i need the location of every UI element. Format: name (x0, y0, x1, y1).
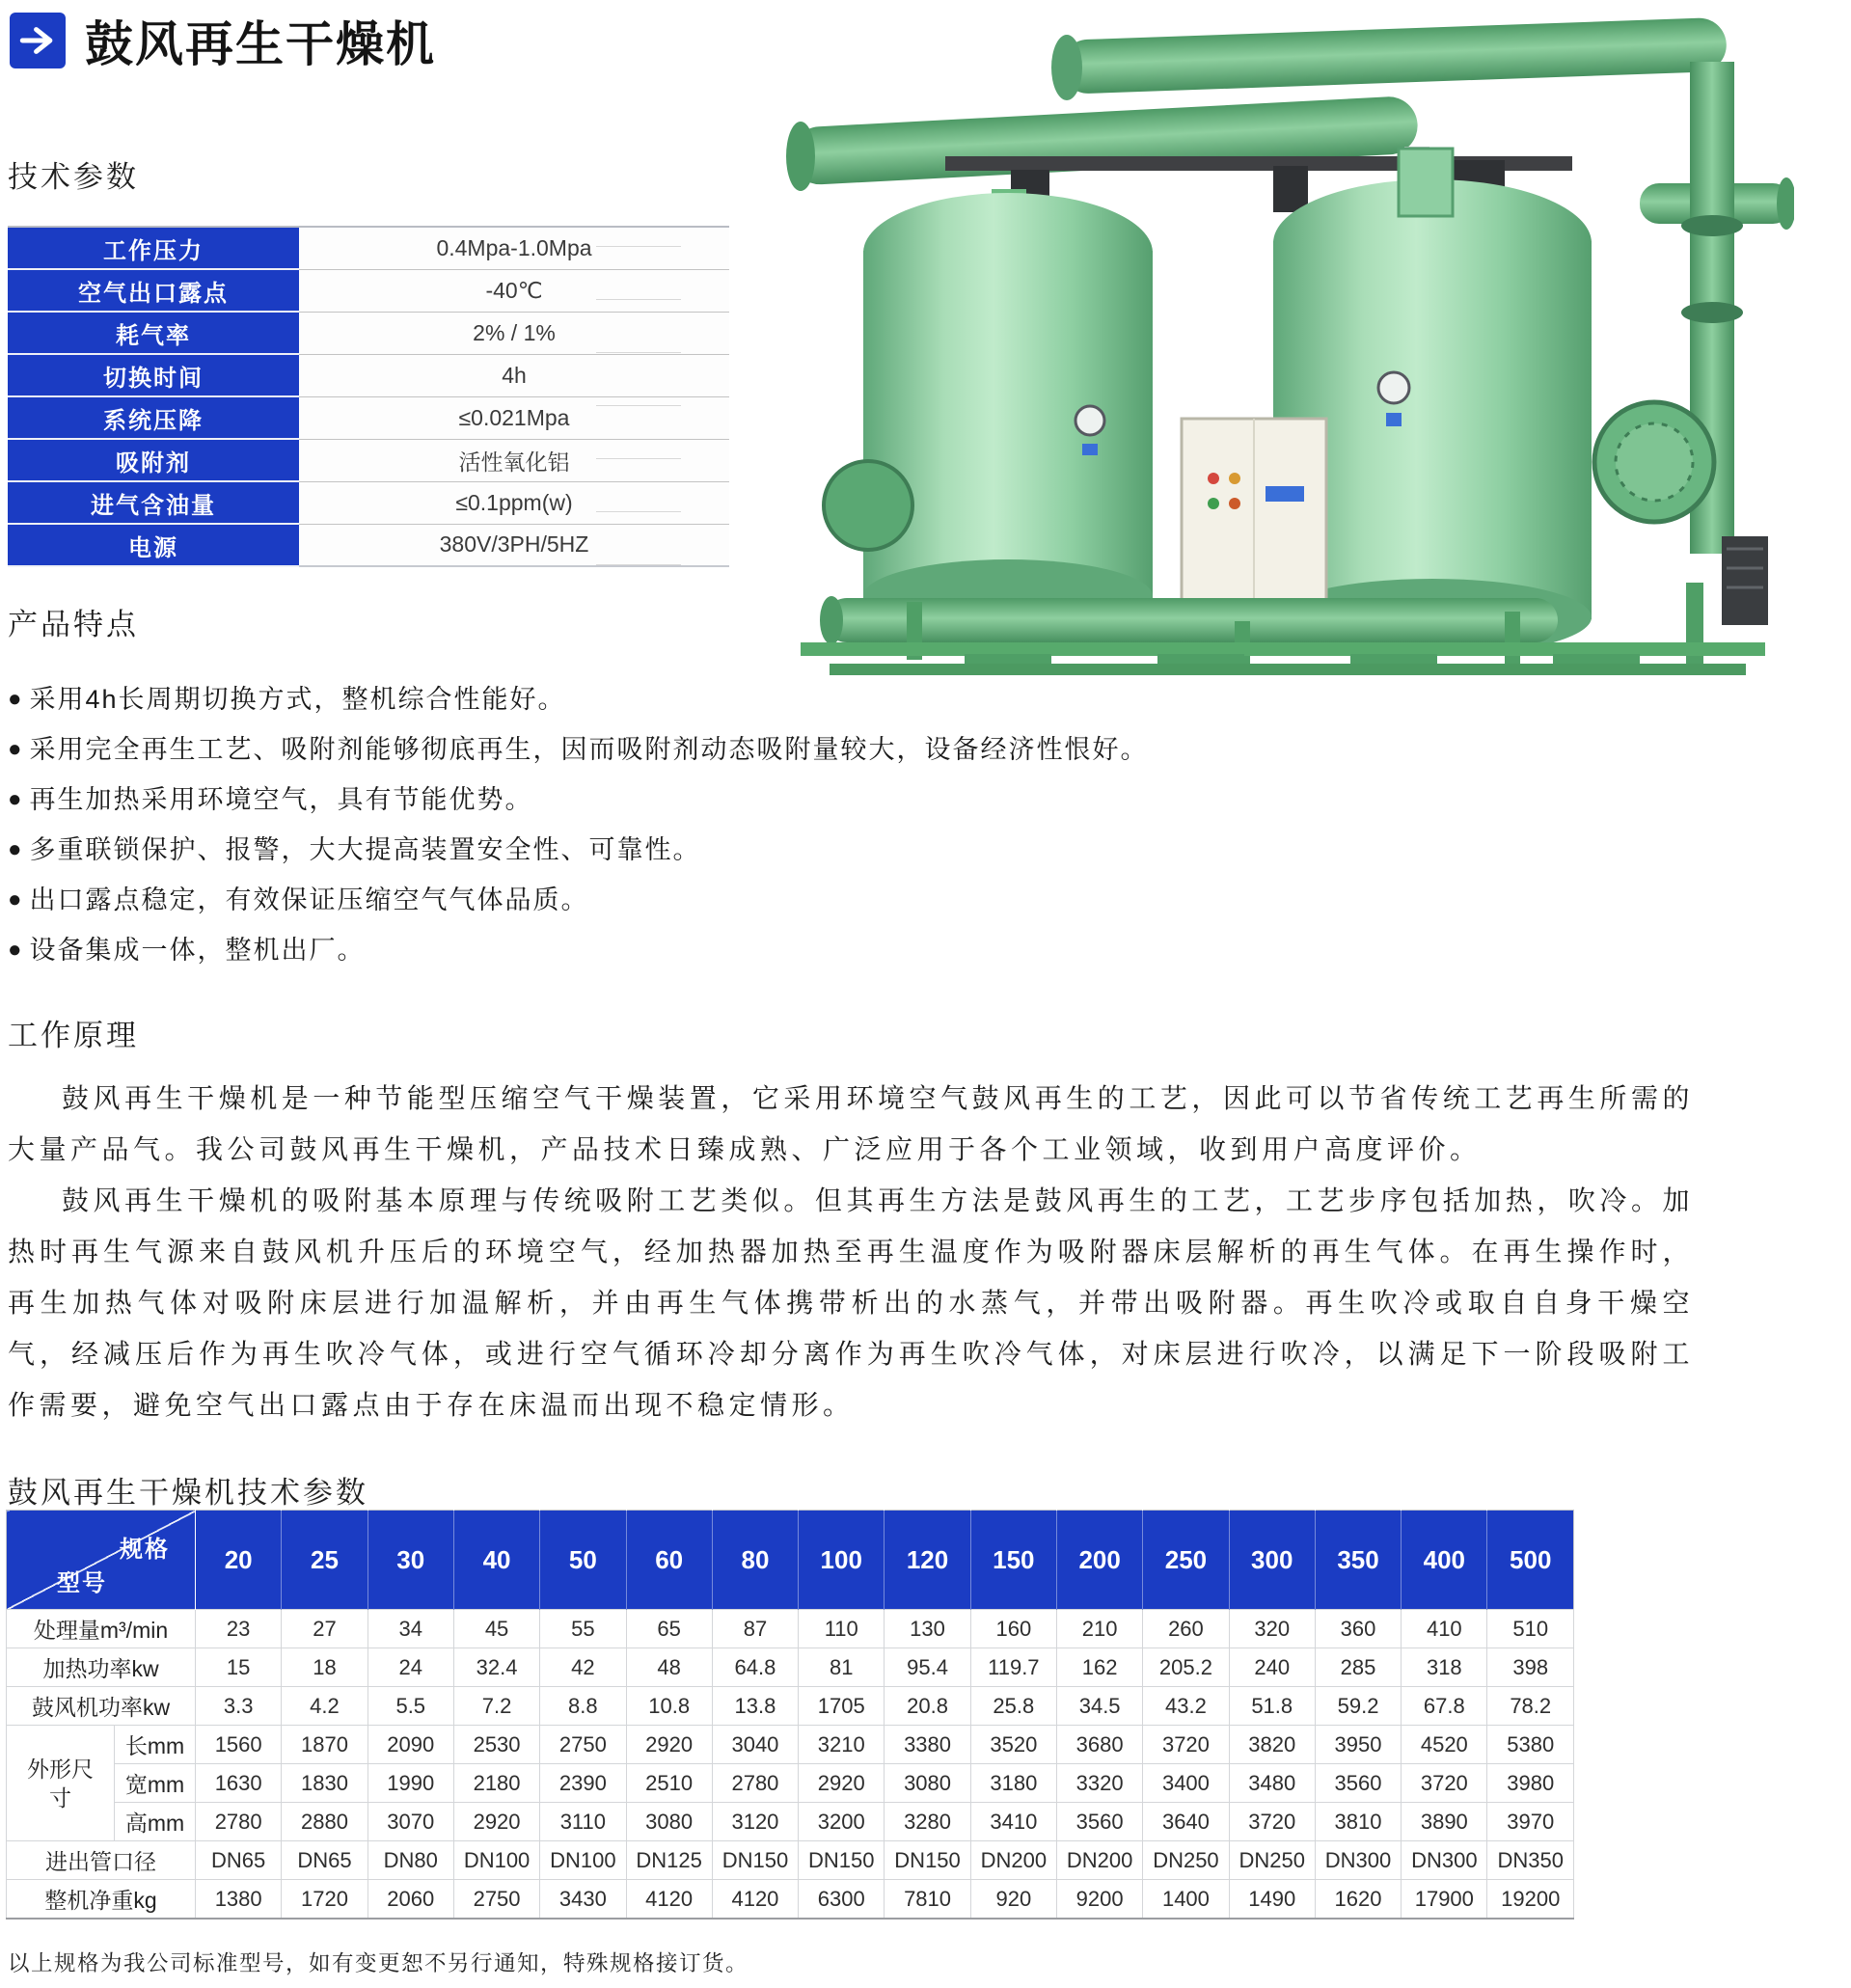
principle-paragraph: 鼓风再生干燥机是一种节能型压缩空气干燥装置，它采用环境空气鼓风再生的工艺，因此可以节省传统工艺再生所需的大量产品气。我公司鼓风再生干燥机，产品技术日臻成熟、广泛应用于各个工业领域，收到用户高度评价。 (8, 1083, 1694, 1164)
spec-cell: 318 (1402, 1648, 1487, 1687)
feature-item: ● 采用4h长周期切换方式，整机综合性能好。 (8, 675, 1647, 725)
spec-cell: 34 (367, 1610, 453, 1648)
tech-param-row (8, 227, 729, 269)
spec-col-header: 20 (196, 1511, 282, 1610)
spec-cell: 3380 (885, 1726, 970, 1764)
spec-cell: 3680 (1056, 1726, 1142, 1764)
spec-cell: DN100 (540, 1841, 626, 1880)
feature-item: ● 设备集成一体，整机出厂。 (8, 926, 1647, 976)
spec-cell: DN300 (1402, 1841, 1487, 1880)
spec-group-label: 外形尺寸 (7, 1726, 115, 1841)
spec-cell: 240 (1229, 1648, 1315, 1687)
page-header (10, 6, 436, 75)
tech-params-table (8, 226, 729, 567)
spec-corner-cell (7, 1511, 196, 1610)
spec-cell: DN300 (1315, 1841, 1401, 1880)
spec-cell: 5.5 (367, 1687, 453, 1726)
spec-cell: 67.8 (1402, 1687, 1487, 1726)
spec-cell: 1380 (196, 1880, 282, 1920)
spec-cell: 3720 (1229, 1803, 1315, 1841)
spec-cell: 3110 (540, 1803, 626, 1841)
feature-item: ● 再生加热采用环境空气，具有节能优势。 (8, 776, 1647, 826)
spec-col-header: 500 (1487, 1511, 1574, 1610)
spec-cell: 81 (799, 1648, 885, 1687)
spec-cell: 24 (367, 1648, 453, 1687)
spec-cell: 3820 (1229, 1726, 1315, 1764)
spec-cell: 10.8 (626, 1687, 712, 1726)
spec-cell: 43.2 (1143, 1687, 1229, 1726)
spec-col-header: 25 (282, 1511, 367, 1610)
tech-param-label: 吸附剂 (8, 439, 299, 481)
spec-cell: 360 (1315, 1610, 1401, 1648)
spec-cell: 162 (1056, 1648, 1142, 1687)
spec-cell: DN250 (1229, 1841, 1315, 1880)
spec-cell: 59.2 (1315, 1687, 1401, 1726)
spec-row (7, 1764, 1574, 1803)
spec-cell: DN150 (799, 1841, 885, 1880)
spec-cell: 3720 (1143, 1726, 1229, 1764)
arrow-right-icon (10, 13, 66, 68)
features-heading: 产品特点 (8, 608, 139, 641)
tech-param-value: ≤0.1ppm(w) (299, 481, 729, 524)
spec-cell: 3970 (1487, 1803, 1574, 1841)
spec-cell: 510 (1487, 1610, 1574, 1648)
spec-cell: 3200 (799, 1803, 885, 1841)
spec-cell: 4520 (1402, 1726, 1487, 1764)
tech-param-label: 系统压降 (8, 396, 299, 439)
feature-item: ● 采用完全再生工艺、吸附剂能够彻底再生，因而吸附剂动态吸附量较大，设备经济性恨好。 (8, 725, 1647, 776)
spec-cell: 2920 (799, 1764, 885, 1803)
principle-paragraph: 鼓风再生干燥机的吸附基本原理与传统吸附工艺类似。但其再生方法是鼓风再生的工艺，工艺步序包括加热，吹冷。加热时再生气源来自鼓风机升压后的环境空气，经加热器加热至再生温度作为吸附器床层解析的再生气体。在再生操作时，再生加热气体对吸附床层进行加温解析，并由再生气体携带析出的水蒸气，并带出吸附器。再生吹冷或取自自身干燥空气，经减压后作为再生吹冷气体，或进行空气循环冷却分离作为再生吹冷气体，对床层进行吹冷，以满足下一阶段吸附工作需要，避免空气出口露点由于存在床温而出现不稳定情形。 (8, 1185, 1694, 1420)
spec-col-header: 200 (1056, 1511, 1142, 1610)
spec-cell: DN65 (196, 1841, 282, 1880)
spec-cell: 6300 (799, 1880, 885, 1920)
spec-cell: 1620 (1315, 1880, 1401, 1920)
spec-cell: 7.2 (453, 1687, 539, 1726)
spec-col-header: 80 (712, 1511, 798, 1610)
spec-cell: 32.4 (453, 1648, 539, 1687)
spec-row-label: 整机净重kg (7, 1880, 196, 1920)
spec-cell: 2920 (453, 1803, 539, 1841)
tech-param-label: 进气含油量 (8, 481, 299, 524)
spec-cell: 78.2 (1487, 1687, 1574, 1726)
spec-cell: 3560 (1315, 1764, 1401, 1803)
spec-col-header: 60 (626, 1511, 712, 1610)
spec-col-header: 30 (367, 1511, 453, 1610)
spec-cell: 87 (712, 1610, 798, 1648)
spec-cell: 2780 (712, 1764, 798, 1803)
spec-cell: 3720 (1402, 1764, 1487, 1803)
spec-cell: DN150 (885, 1841, 970, 1880)
spec-col-header: 50 (540, 1511, 626, 1610)
feature-item: ● 多重联锁保护、报警，大大提高装置安全性、可靠性。 (8, 826, 1647, 876)
spec-cell: 3410 (970, 1803, 1056, 1841)
spec-cell: 7810 (885, 1880, 970, 1920)
vessel-left (824, 193, 1153, 633)
spec-cell: 23 (196, 1610, 282, 1648)
spec-table (6, 1510, 1574, 1920)
spec-cell: 1720 (282, 1880, 367, 1920)
spec-row-label: 加热功率kw (7, 1648, 196, 1687)
spec-col-header: 150 (970, 1511, 1056, 1610)
spec-cell: 2750 (540, 1726, 626, 1764)
spec-cell: 3890 (1402, 1803, 1487, 1841)
spec-row-label: 鼓风机功率kw (7, 1687, 196, 1726)
spec-cell: 2920 (626, 1726, 712, 1764)
spec-cell: 64.8 (712, 1648, 798, 1687)
spec-cell: 9200 (1056, 1880, 1142, 1920)
spec-cell: 55 (540, 1610, 626, 1648)
spec-cell: 210 (1056, 1610, 1142, 1648)
spec-cell: 27 (282, 1610, 367, 1648)
spec-col-header: 400 (1402, 1511, 1487, 1610)
tech-param-label: 切换时间 (8, 354, 299, 396)
spec-cell: 3070 (367, 1803, 453, 1841)
spec-cell: 17900 (1402, 1880, 1487, 1920)
tech-param-row (8, 269, 729, 312)
spec-cell: 4120 (712, 1880, 798, 1920)
spec-cell: 15 (196, 1648, 282, 1687)
spec-cell: 1705 (799, 1687, 885, 1726)
spec-cell: 25.8 (970, 1687, 1056, 1726)
tech-param-value: 活性氧化铝 (299, 439, 729, 481)
spec-cell: 130 (885, 1610, 970, 1648)
tech-param-label: 电源 (8, 524, 299, 566)
spec-col-header: 300 (1229, 1511, 1315, 1610)
spec-cell: 2180 (453, 1764, 539, 1803)
spec-cell: 34.5 (1056, 1687, 1142, 1726)
tech-param-value: 0.4Mpa-1.0Mpa (299, 227, 729, 269)
spec-cell: 2530 (453, 1726, 539, 1764)
tech-param-label: 工作压力 (8, 227, 299, 269)
spec-row (7, 1803, 1574, 1841)
spec-cell: 19200 (1487, 1880, 1574, 1920)
spec-cell: 110 (799, 1610, 885, 1648)
spec-cell: 398 (1487, 1648, 1574, 1687)
spec-cell: 119.7 (970, 1648, 1056, 1687)
spec-row-label: 长mm (115, 1726, 196, 1764)
spec-row (7, 1726, 1574, 1764)
spec-cell: 2880 (282, 1803, 367, 1841)
spec-cell: 1870 (282, 1726, 367, 1764)
spec-cell: 1630 (196, 1764, 282, 1803)
spec-cell: 3640 (1143, 1803, 1229, 1841)
spec-cell: 205.2 (1143, 1648, 1229, 1687)
spec-cell: 8.8 (540, 1687, 626, 1726)
tech-param-row (8, 481, 729, 524)
spec-header-row (7, 1511, 1574, 1610)
spec-cell: 3950 (1315, 1726, 1401, 1764)
spec-cell: 48 (626, 1648, 712, 1687)
spec-cell: DN100 (453, 1841, 539, 1880)
spec-cell: 2780 (196, 1803, 282, 1841)
spec-cell: 3810 (1315, 1803, 1401, 1841)
spec-cell: 1830 (282, 1764, 367, 1803)
tech-param-label: 耗气率 (8, 312, 299, 354)
spec-cell: 1990 (367, 1764, 453, 1803)
spec-cell: 3.3 (196, 1687, 282, 1726)
spec-cell: 3320 (1056, 1764, 1142, 1803)
tech-param-value: -40℃ (299, 269, 729, 312)
page-title: 鼓风再生干燥机 (85, 17, 436, 71)
principle-heading: 工作原理 (8, 1019, 139, 1052)
tech-param-row (8, 312, 729, 354)
tech-param-row (8, 524, 729, 566)
spec-cell: 2510 (626, 1764, 712, 1803)
spec-cell: 2390 (540, 1764, 626, 1803)
tech-param-value: 380V/3PH/5HZ (299, 524, 729, 566)
spec-cell: DN200 (1056, 1841, 1142, 1880)
spec-cell: 3280 (885, 1803, 970, 1841)
spec-cell: 3210 (799, 1726, 885, 1764)
spec-col-header: 100 (799, 1511, 885, 1610)
spec-cell: 2090 (367, 1726, 453, 1764)
spec-cell: 65 (626, 1610, 712, 1648)
spec-cell: 1560 (196, 1726, 282, 1764)
spec-cell: 3430 (540, 1880, 626, 1920)
spec-row-label: 处理量m³/min (7, 1610, 196, 1648)
spec-cell: 3520 (970, 1726, 1056, 1764)
tech-param-value: 4h (299, 354, 729, 396)
spec-table-heading: 鼓风再生干燥机技术参数 (8, 1476, 368, 1510)
spec-cell: DN350 (1487, 1841, 1574, 1880)
spec-corner-top: 规格 (120, 1537, 171, 1563)
spec-col-header: 120 (885, 1511, 970, 1610)
spec-cell: 4.2 (282, 1687, 367, 1726)
spec-cell: 3180 (970, 1764, 1056, 1803)
spec-cell: DN125 (626, 1841, 712, 1880)
spec-cell: 260 (1143, 1610, 1229, 1648)
spec-cell: 51.8 (1229, 1687, 1315, 1726)
spec-cell: 3480 (1229, 1764, 1315, 1803)
spec-cell: 2060 (367, 1880, 453, 1920)
spec-cell: 160 (970, 1610, 1056, 1648)
spec-row-label: 高mm (115, 1803, 196, 1841)
principle-paragraphs (8, 1073, 1694, 1430)
feature-item: ● 出口露点稳定，有效保证压缩空气气体品质。 (8, 876, 1647, 926)
tech-param-value: 2% / 1% (299, 312, 729, 354)
spec-cell: 320 (1229, 1610, 1315, 1648)
spec-row (7, 1687, 1574, 1726)
spec-cell: 285 (1315, 1648, 1401, 1687)
spec-row (7, 1648, 1574, 1687)
spec-cell: DN200 (970, 1841, 1056, 1880)
spec-cell: DN80 (367, 1841, 453, 1880)
spec-cell: 1490 (1229, 1880, 1315, 1920)
spec-row-label: 进出管口径 (7, 1841, 196, 1880)
spec-cell: 3560 (1056, 1803, 1142, 1841)
spec-col-header: 350 (1315, 1511, 1401, 1610)
spec-cell: 20.8 (885, 1687, 970, 1726)
spec-cell: 42 (540, 1648, 626, 1687)
spec-cell: 95.4 (885, 1648, 970, 1687)
spec-cell: 4120 (626, 1880, 712, 1920)
spec-row (7, 1880, 1574, 1920)
spec-cell: 5380 (1487, 1726, 1574, 1764)
spec-cell: 18 (282, 1648, 367, 1687)
spec-cell: 2750 (453, 1880, 539, 1920)
tech-param-row (8, 439, 729, 481)
spec-cell: 45 (453, 1610, 539, 1648)
spec-cell: DN150 (712, 1841, 798, 1880)
spec-col-header: 250 (1143, 1511, 1229, 1610)
spec-cell: 3080 (626, 1803, 712, 1841)
spec-row (7, 1841, 1574, 1880)
tech-param-label: 空气出口露点 (8, 269, 299, 312)
product-photo (772, 4, 1794, 679)
spec-cell: 1400 (1143, 1880, 1229, 1920)
spec-cell: 13.8 (712, 1687, 798, 1726)
footnote: 以上规格为我公司标准型号，如有变更恕不另行通知，特殊规格接订货。 (8, 1951, 749, 1975)
tech-param-value: ≤0.021Mpa (299, 396, 729, 439)
spec-cell: 3980 (1487, 1764, 1574, 1803)
spec-cell: 410 (1402, 1610, 1487, 1648)
spec-col-header: 40 (453, 1511, 539, 1610)
spec-cell: 3120 (712, 1803, 798, 1841)
spec-cell: DN65 (282, 1841, 367, 1880)
spec-corner-bottom: 型号 (57, 1570, 107, 1596)
vessel-right (1273, 149, 1714, 656)
spec-cell: 3040 (712, 1726, 798, 1764)
features-list (8, 675, 1647, 976)
tech-param-row (8, 396, 729, 439)
spec-cell: 3400 (1143, 1764, 1229, 1803)
spec-row-label: 宽mm (115, 1764, 196, 1803)
spec-row (7, 1610, 1574, 1648)
spec-cell: 3080 (885, 1764, 970, 1803)
spec-cell: DN250 (1143, 1841, 1229, 1880)
tech-params-heading: 技术参数 (8, 160, 139, 194)
spec-cell: 920 (970, 1880, 1056, 1920)
tech-param-row (8, 354, 729, 396)
